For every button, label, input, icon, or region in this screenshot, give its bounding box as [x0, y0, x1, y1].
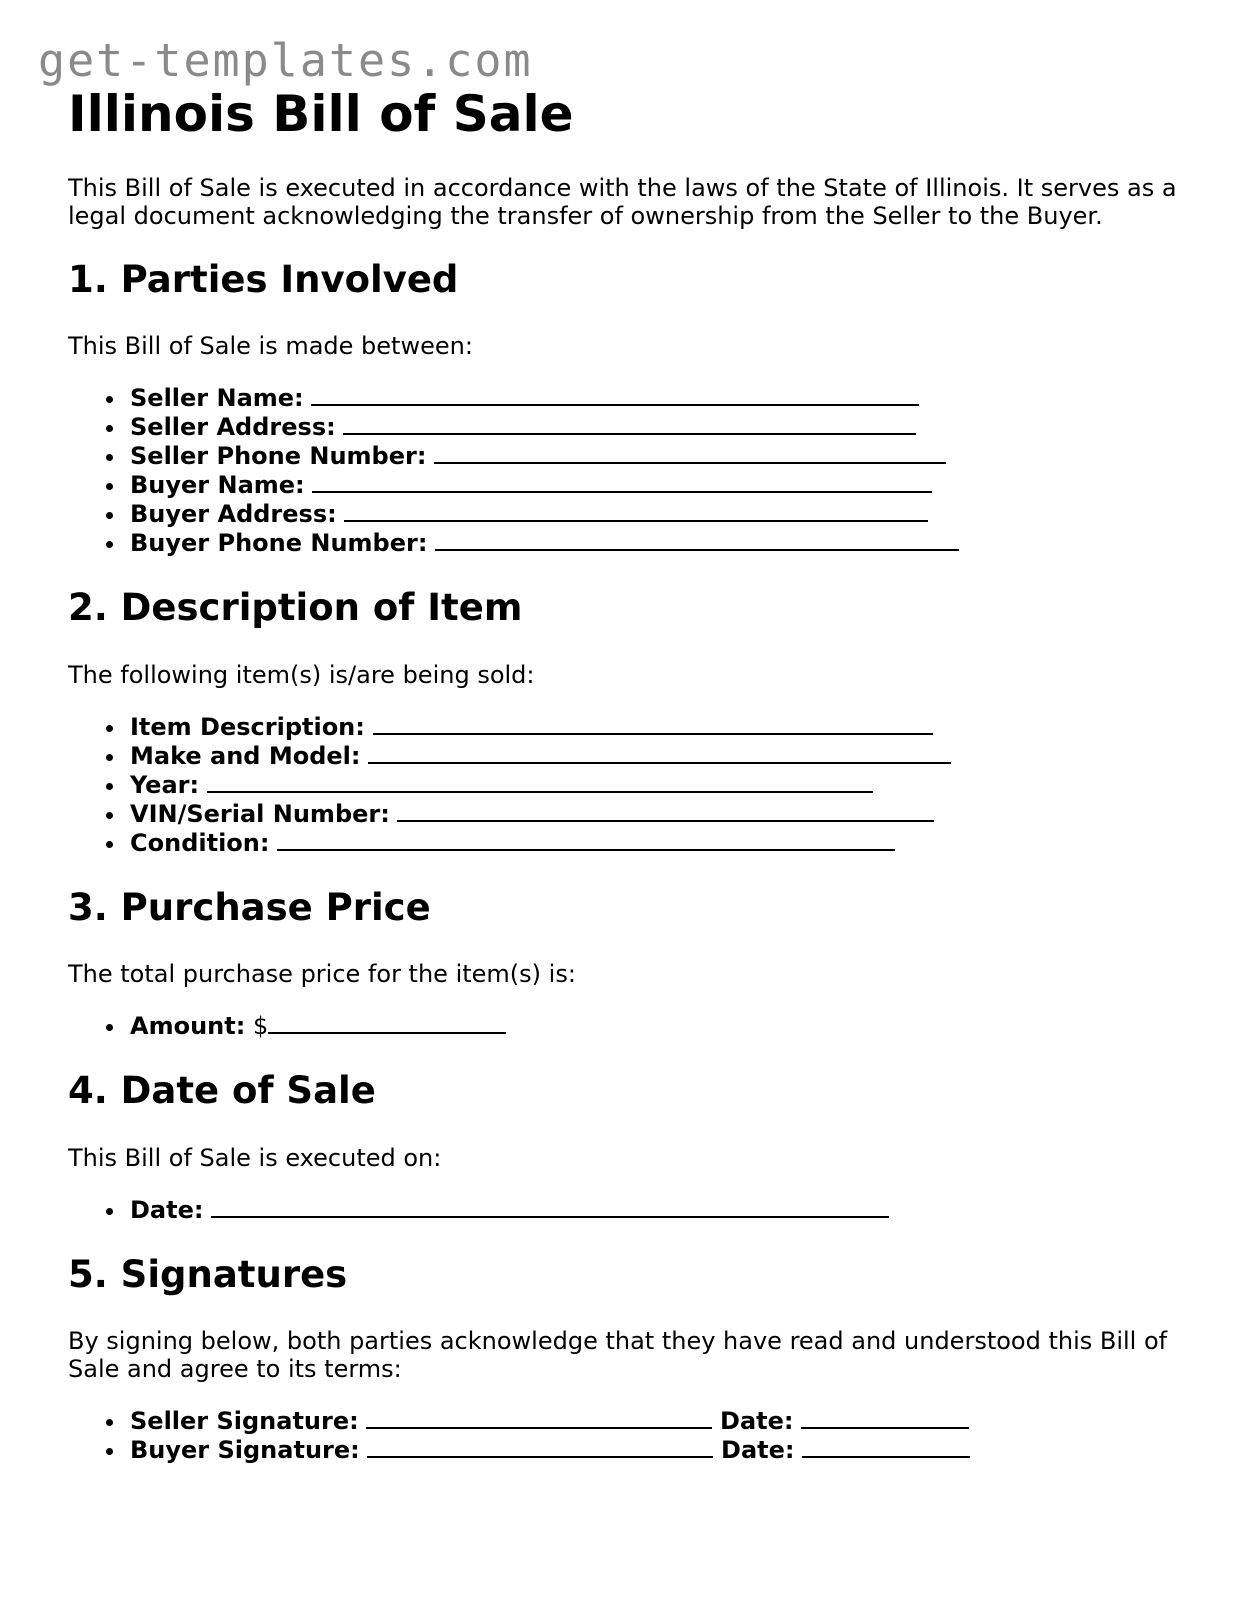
field-label: Make and Model: [130, 741, 361, 770]
section-signatures [68, 1253, 1188, 1465]
make-model-field [130, 742, 1188, 771]
field-label: Buyer Signature: [130, 1435, 360, 1464]
field-list [68, 384, 1188, 558]
field-list [68, 1196, 1188, 1225]
section-parties [68, 258, 1188, 558]
seller-phone-blank[interactable] [434, 442, 946, 464]
field-label: Year: [130, 770, 200, 799]
section-text: By signing below, both parties acknowledge that they have read and understood this Bill of Sale and agree to its terms: [68, 1326, 1168, 1383]
field-list [68, 1407, 1188, 1465]
section-date [68, 1069, 1188, 1224]
amount-field [130, 1012, 1188, 1041]
buyer-address-blank[interactable] [344, 500, 928, 522]
section-price [68, 886, 1188, 1041]
field-label: Date: [130, 1195, 204, 1224]
section-text: This Bill of Sale is made between: [68, 332, 473, 361]
seller-date-blank[interactable] [801, 1407, 969, 1429]
watermark: get-templates.com [38, 34, 533, 87]
date-field [130, 1196, 1188, 1225]
seller-name-field [130, 384, 1188, 413]
field-label: Seller Signature: [130, 1406, 359, 1435]
make-model-blank[interactable] [368, 742, 951, 764]
date-label: Date: [720, 1406, 794, 1435]
field-list [68, 713, 1188, 858]
buyer-signature-field [130, 1436, 1188, 1465]
buyer-name-blank[interactable] [312, 471, 932, 493]
section-heading: 3. Purchase Price [68, 885, 431, 929]
vin-field [130, 800, 1188, 829]
field-label: Seller Address: [130, 413, 336, 442]
currency-symbol: $ [252, 1012, 269, 1041]
field-label: Buyer Name: [130, 471, 305, 500]
field-list [68, 1012, 1188, 1041]
item-description-field [130, 713, 1188, 742]
section-heading: 1. Parties Involved [68, 258, 459, 301]
date-blank[interactable] [211, 1196, 889, 1218]
item-description-blank[interactable] [373, 713, 933, 735]
buyer-phone-blank[interactable] [435, 529, 959, 551]
year-field [130, 771, 1188, 800]
seller-signature-blank[interactable] [366, 1407, 712, 1429]
buyer-signature-blank[interactable] [367, 1436, 713, 1458]
field-label: Seller Phone Number: [130, 442, 427, 471]
condition-field [130, 829, 1188, 858]
section-text: This Bill of Sale is executed on: [68, 1143, 442, 1172]
seller-name-blank[interactable] [311, 384, 919, 406]
seller-address-field [130, 413, 1188, 442]
field-label: Seller Name: [130, 384, 304, 413]
field-label: Amount: [130, 1012, 246, 1041]
buyer-address-field [130, 500, 1188, 529]
intro-paragraph: This Bill of Sale is executed in accordance with the laws of the State of Illinois. It serves as a legal document acknowledging the transfer of ownership from the Seller to the Buyer. [68, 174, 1177, 230]
section-item [68, 586, 1188, 857]
section-heading: 4. Date of Sale [68, 1069, 376, 1113]
page-title: Illinois Bill of Sale [68, 85, 574, 143]
field-label: Buyer Address: [130, 500, 337, 529]
field-label: Item Description: [130, 712, 365, 741]
buyer-date-blank[interactable] [802, 1436, 970, 1458]
date-label: Date: [721, 1435, 795, 1464]
amount-blank[interactable] [268, 1012, 506, 1034]
seller-phone-field [130, 442, 1188, 471]
document [68, 84, 1188, 1465]
year-blank[interactable] [207, 771, 873, 793]
section-heading: 5. Signatures [68, 1252, 348, 1296]
section-text: The following item(s) is/are being sold: [68, 660, 535, 689]
section-text: The total purchase price for the item(s) is: [68, 960, 576, 989]
field-label: Condition: [130, 828, 270, 857]
buyer-name-field [130, 471, 1188, 500]
field-label: VIN/Serial Number: [130, 799, 390, 828]
buyer-phone-field [130, 529, 1188, 558]
seller-address-blank[interactable] [343, 413, 916, 435]
field-label: Buyer Phone Number: [130, 529, 428, 558]
seller-signature-field [130, 1407, 1188, 1436]
section-heading: 2. Description of Item [68, 586, 523, 630]
vin-blank[interactable] [397, 800, 934, 822]
condition-blank[interactable] [277, 829, 895, 851]
